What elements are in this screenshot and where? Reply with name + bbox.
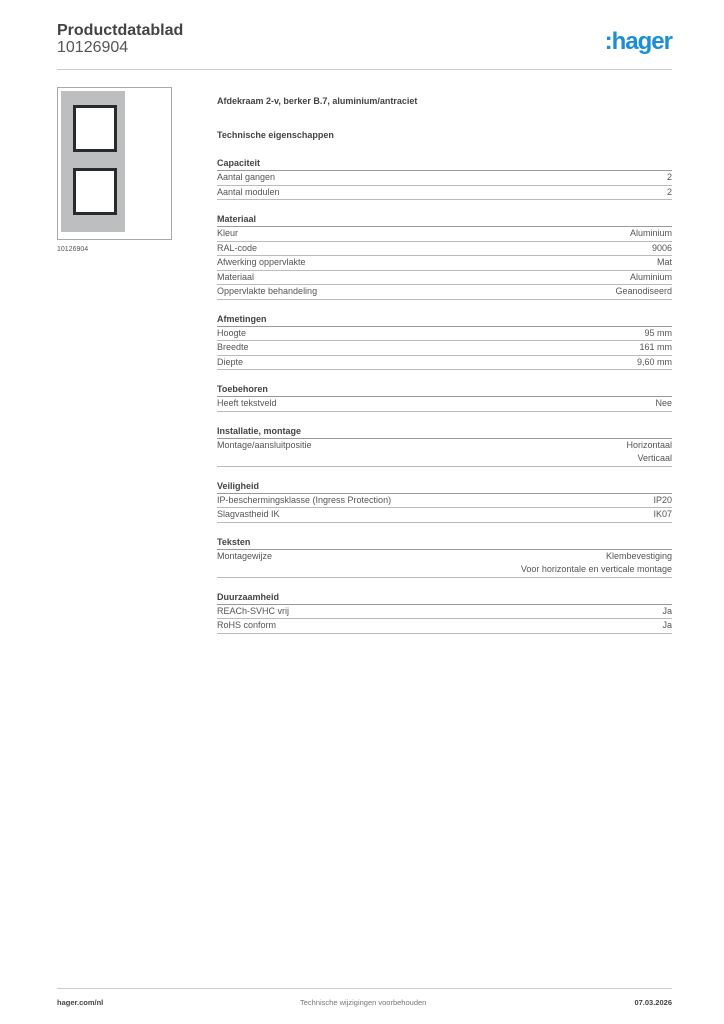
section-title: Duurzaamheid — [217, 590, 672, 605]
footer-notice: Technische wijzigingen voorbehouden — [300, 998, 427, 1007]
spec-value — [626, 439, 672, 466]
spec-value-line: Voor horizontale en verticale montage — [520, 564, 672, 574]
spec-row — [217, 327, 672, 342]
spec-row — [217, 341, 672, 356]
spec-label: Materiaal — [217, 271, 255, 282]
spec-label: REACh-SVHC vrij — [217, 605, 290, 616]
frame-opening — [73, 168, 117, 215]
spec-row — [217, 256, 672, 271]
footer-date: 07.03.2026 — [634, 998, 672, 1007]
spec-value-line: Ja — [662, 620, 672, 630]
frame-plate-image — [61, 91, 125, 232]
spec-value-line: 9006 — [651, 242, 672, 253]
spec-section — [217, 382, 672, 412]
spec-value-line: Aluminium — [629, 228, 672, 238]
image-caption: 10126904 — [57, 246, 89, 253]
spec-row — [217, 242, 672, 257]
spec-row — [217, 605, 672, 620]
spec-label: Afwerking oppervlakte — [217, 257, 306, 267]
section-title: Afmetingen — [217, 312, 672, 327]
spec-row — [217, 356, 672, 371]
spec-row — [217, 271, 672, 286]
spec-row — [217, 397, 672, 412]
spec-section — [217, 212, 672, 300]
spec-value-line: IP20 — [653, 494, 672, 505]
page-title: Productdatablad — [57, 22, 184, 39]
spec-value — [653, 494, 672, 508]
spec-label: Montage/aansluitpositie — [217, 439, 312, 450]
spec-value-line: Mat — [656, 257, 672, 267]
spec-value — [667, 171, 672, 185]
spec-value — [653, 508, 672, 522]
spec-label: IP-beschermingsklasse (Ingress Protection) — [217, 494, 392, 505]
tech-heading: Technische eigenschappen — [217, 130, 334, 140]
section-title: Materiaal — [217, 212, 672, 227]
spec-row — [217, 550, 672, 578]
spec-content — [217, 96, 672, 634]
spec-label: Montagewijze — [217, 550, 273, 561]
spec-label: Breedte — [217, 342, 249, 352]
spec-label: Heeft tekstveld — [217, 398, 277, 408]
spec-label: RoHS conform — [217, 620, 277, 630]
spec-row — [217, 494, 672, 509]
spec-label: Aantal gangen — [217, 172, 276, 182]
spec-row — [217, 171, 672, 186]
spec-value-line: Klembevestiging — [605, 550, 672, 561]
spec-label: Kleur — [217, 228, 239, 238]
spec-value-line: Aluminium — [629, 271, 672, 282]
spec-value — [652, 242, 672, 256]
spec-value-line: 161 mm — [639, 342, 672, 352]
spec-value — [662, 605, 672, 619]
spec-section — [217, 535, 672, 578]
spec-value — [655, 397, 672, 411]
spec-label: Diepte — [217, 356, 244, 367]
spec-value — [521, 550, 672, 577]
spec-value-line: 2 — [666, 172, 672, 182]
spec-row — [217, 508, 672, 523]
spec-section — [217, 424, 672, 467]
footer-divider — [57, 988, 672, 989]
section-title: Teksten — [217, 535, 672, 550]
spec-value-line: IK07 — [653, 509, 672, 519]
spec-value — [615, 285, 672, 299]
spec-value-line: Verticaal — [637, 453, 672, 463]
spec-row — [217, 619, 672, 634]
spec-value — [644, 327, 672, 341]
spec-value-line: 95 mm — [644, 327, 672, 338]
spec-row — [217, 285, 672, 300]
spec-section — [217, 479, 672, 523]
spec-row — [217, 186, 672, 201]
spec-value — [639, 341, 672, 355]
spec-value — [657, 256, 672, 270]
spec-value-line: 2 — [666, 186, 672, 197]
spec-section — [217, 312, 672, 371]
spec-row — [217, 439, 672, 467]
spec-section — [217, 156, 672, 200]
spec-row — [217, 227, 672, 242]
frame-opening — [73, 105, 117, 152]
spec-value — [630, 271, 672, 285]
spec-value-line: Horizontaal — [626, 439, 672, 450]
section-title: Capaciteit — [217, 156, 672, 171]
product-name: Afdekraam 2-v, berker B.7, aluminium/antraciet — [217, 96, 418, 106]
spec-label: Oppervlakte behandeling — [217, 286, 318, 296]
spec-value — [662, 619, 672, 633]
spec-label: Hoogte — [217, 327, 247, 338]
spec-value-line: Ja — [662, 605, 672, 616]
spec-value-line: Geanodiseerd — [615, 286, 672, 296]
spec-label: Slagvastheid IK — [217, 509, 280, 519]
spec-value-line: Nee — [655, 398, 672, 408]
section-title: Installatie, montage — [217, 424, 672, 439]
spec-value-line: 9,60 mm — [636, 356, 672, 367]
section-title: Veiligheid — [217, 479, 672, 494]
spec-label: RAL-code — [217, 242, 258, 253]
section-title: Toebehoren — [217, 382, 672, 397]
hager-logo: :hager — [604, 28, 672, 55]
spec-value — [630, 227, 672, 241]
product-image — [57, 87, 172, 240]
spec-label: Aantal modulen — [217, 186, 280, 197]
spec-section — [217, 590, 672, 634]
footer-url[interactable]: hager.com/nl — [57, 998, 104, 1007]
spec-value — [667, 186, 672, 200]
spec-value — [637, 356, 672, 370]
header-divider — [57, 69, 672, 70]
product-code: 10126904 — [57, 39, 129, 56]
